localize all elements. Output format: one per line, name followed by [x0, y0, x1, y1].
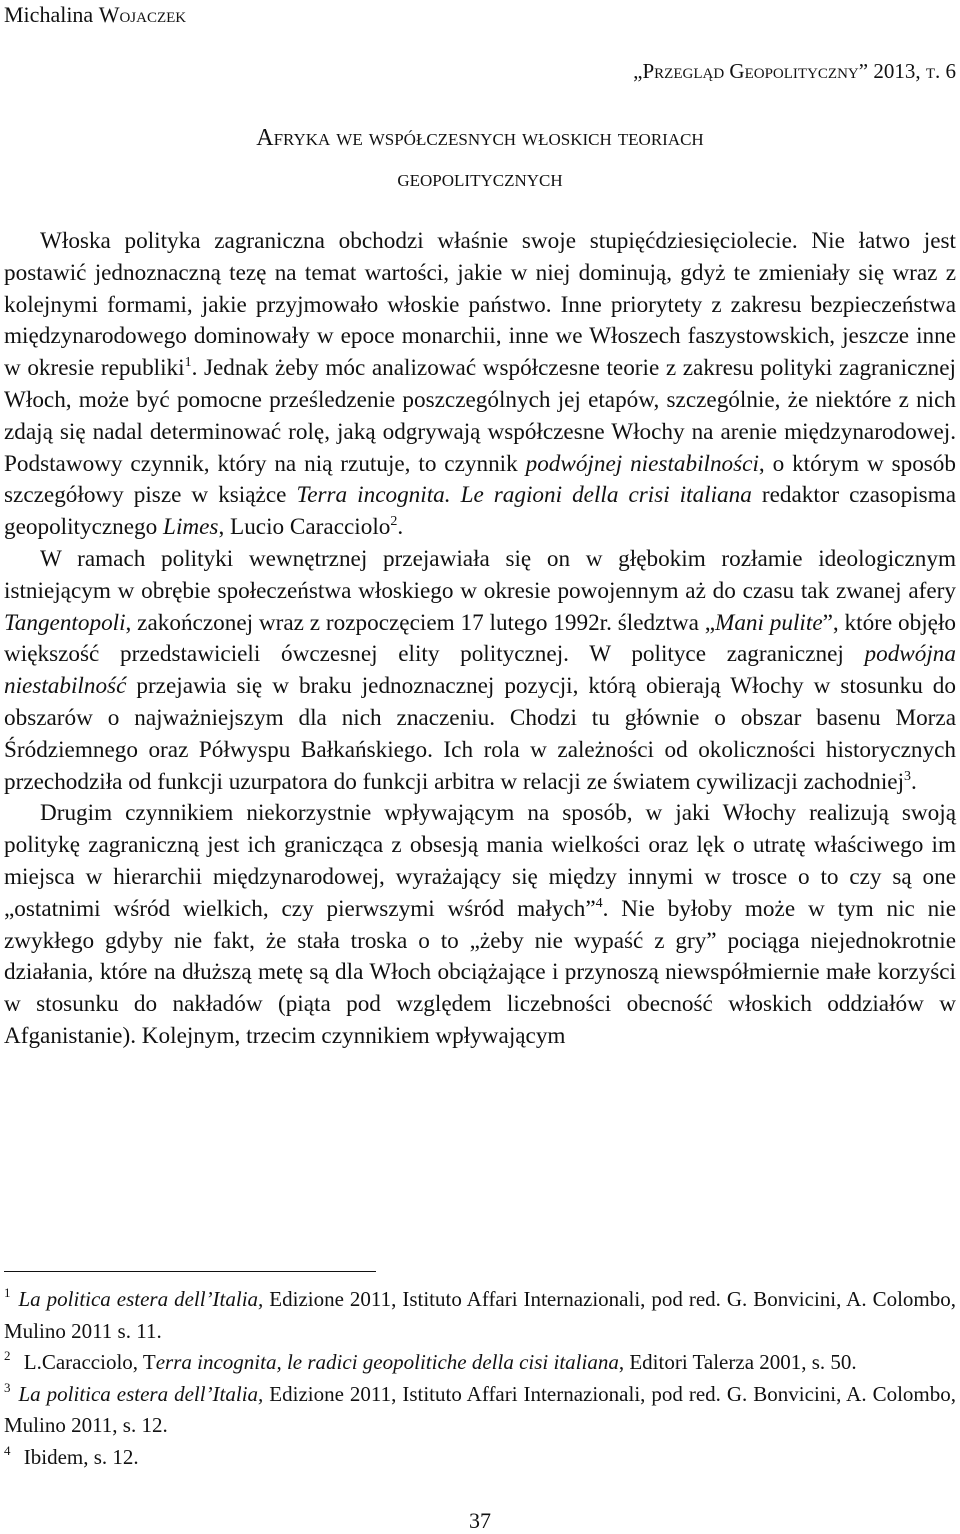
text-run: .	[911, 768, 917, 795]
article-body	[4, 226, 956, 1053]
footnote-separator	[4, 1271, 376, 1272]
text-run: Ibidem, s. 12.	[18, 1444, 139, 1469]
article-title-line-1: Afryka we współczesnych włoskich teoriach	[256, 125, 704, 151]
journal-quote-close: ”	[858, 59, 874, 83]
paragraph-1	[4, 226, 956, 544]
italic-run: podwójna niestabilność	[4, 641, 956, 700]
journal-year: 2013,	[873, 59, 926, 83]
text-run: Drugim czynnikiem niekorzystnie wpływającym na sposób, w jaki Włochy realizują swoją politykę zagraniczną jest ich granicząca z obsesją mania wielkości oraz lęk o utratę właściwego im miejsca w hierarchii międzynarodowej, wyrażający się między innymi w trosce o to czy są one „ostatnimi wśród wielkich, czy pierwszymi wśród małych”	[4, 800, 956, 922]
text-run: Włoska polityka zagraniczna obchodzi właśnie swoje stupięćdziesięciolecie. Nie łatwo jest postawić jednoznaczną tezę na temat wartości, jakie w niej dominują, gdyż te zmieniały się wraz z kolejnymi formami, jakie przyjmowało włoskie państwo. Inne priorytety z zakresu bezpieczeństwa międzynarodowego dominowały w epoce monarchii, inne we Włoszech faszystowskich, jeszcze inne w okresie republiki	[4, 228, 956, 382]
journal-volume-abbr: t	[925, 59, 935, 83]
footnote-number: 1	[4, 1285, 11, 1300]
text-run: , o którym w sposób szczegółowy pisze w książce	[4, 450, 956, 509]
running-header	[633, 58, 956, 84]
footnote-1	[4, 1284, 956, 1347]
author-last-name: Wojaczek	[98, 2, 187, 27]
italic-run: La politica estera dell’Italia,	[18, 1287, 264, 1311]
footnote-3	[4, 1379, 956, 1442]
footnote-ref-1: 1	[184, 355, 192, 371]
footnote-4	[4, 1442, 956, 1474]
text-run: W ramach polityki wewnętrznej przejawiała się on w głębokim rozłamie ideologicznym istniejącym w obrębie społeczeństwa włoskiego w okresie powojennym aż do czasu tak zwanej afery	[4, 545, 956, 604]
article-title-line-2: geopolitycznych	[397, 166, 563, 192]
italic-run: Le ragioni della crisi italiana	[460, 482, 752, 509]
text-run: , Editori Talerza 2001, s. 50.	[618, 1350, 857, 1374]
text-run: .	[397, 514, 404, 541]
page-number: 37	[469, 1508, 491, 1533]
text-run: . Jednak żeby móc analizować współczesne teorie z zakresu polityki zagranicznej Włoch, może być pomocne prześledzenie poszczególnych jej etapów, szczególnie, że niektóre z nich zdają się nadal determinować rolę, jaką odgrywają współczesne Włochy na arenie międzynarodowej. Podstawowy czynnik, który na nią rzutuje, to czynnik	[4, 355, 956, 477]
text-run: Edizione 2011, Istituto Affari Internazionali, pod red. G. Bonvicini, A. Colombo, Mulino 2011 s. 11.	[4, 1287, 956, 1343]
author-name	[4, 2, 186, 28]
footnote-number: 2	[4, 1348, 11, 1363]
journal-quote-open: „	[633, 59, 643, 83]
footnote-number: 3	[4, 1379, 11, 1395]
page	[4, 0, 956, 1533]
article-title	[4, 118, 956, 200]
journal-volume: . 6	[935, 59, 956, 83]
italic-run: Terra incognita.	[296, 482, 451, 509]
text-run: ”, które objęło większość przedstawicieli ówczesnej elity politycznej. W polityce zagranicznej	[4, 609, 956, 668]
italic-run: podwójnej niestabilności	[525, 450, 759, 477]
text-run: , zakończonej wraz z rozpoczęciem 17 lutego 1992r. śledztwa „	[125, 609, 716, 636]
paragraph-2	[4, 544, 956, 798]
italic-run: erra incognita, le radici geopolitiche della cisi italiana	[155, 1350, 619, 1374]
paragraph-3	[4, 798, 956, 1052]
text-run: L.Caracciolo, T	[18, 1350, 156, 1374]
footnote-ref-3: 3	[904, 768, 912, 784]
text-run: . Nie byłoby może w tym nic nie zwykłego gdyby nie fakt, że stała troska o to „żeby nie wypaść z gry” pociąga niejednokrotnie działania, które na dłuższą metę są dla Włoch obciążające i przynoszą niewspółmiernie małe korzyści w stosunku do nakładów (piąta pod względem liczebności obecność włoskich oddziałów w Afganistanie). Kolejnym, trzecim czynnikiem wpływającym	[4, 895, 957, 1049]
text-run: Edizione 2011, Istituto Affari Internazionali, pod red. G. Bonvicini, A. Colombo, Mulino 2011, s. 12.	[4, 1381, 956, 1437]
text-run: przejawia się w braku jednoznacznej pozycji, którą obierają Włochy w stosunku do obszarów o najważniejszym dla nich znaczeniu. Chodzi tu głównie o obszar basenu Morza Śródziemnego oraz Półwyspu Bałkańskiego. Ich rola w zależności od okoliczności historycznych przechodziła od funkcji uzurpatora do funkcji arbitra w relacji ze światem cywilizacji zachodniej	[4, 673, 956, 795]
italic-run: Tangentopoli	[4, 609, 126, 636]
text-run	[451, 482, 461, 508]
author-first-name: Michalina	[4, 2, 99, 27]
italic-run: Mani pulite	[715, 609, 823, 636]
journal-name: Przegląd Geopolityczny	[642, 59, 859, 83]
italic-run: La politica estera dell’Italia,	[18, 1381, 264, 1406]
footnotes	[4, 1284, 956, 1473]
text-run: redaktor czasopisma geopolitycznego	[4, 482, 956, 541]
footnote-2	[4, 1347, 956, 1379]
text-run: , Lucio Caracciolo	[218, 514, 391, 541]
footnote-number: 4	[4, 1442, 11, 1458]
footnote-ref-4: 4	[595, 895, 603, 911]
italic-run: Limes	[163, 514, 219, 541]
footnote-ref-2: 2	[390, 514, 398, 530]
